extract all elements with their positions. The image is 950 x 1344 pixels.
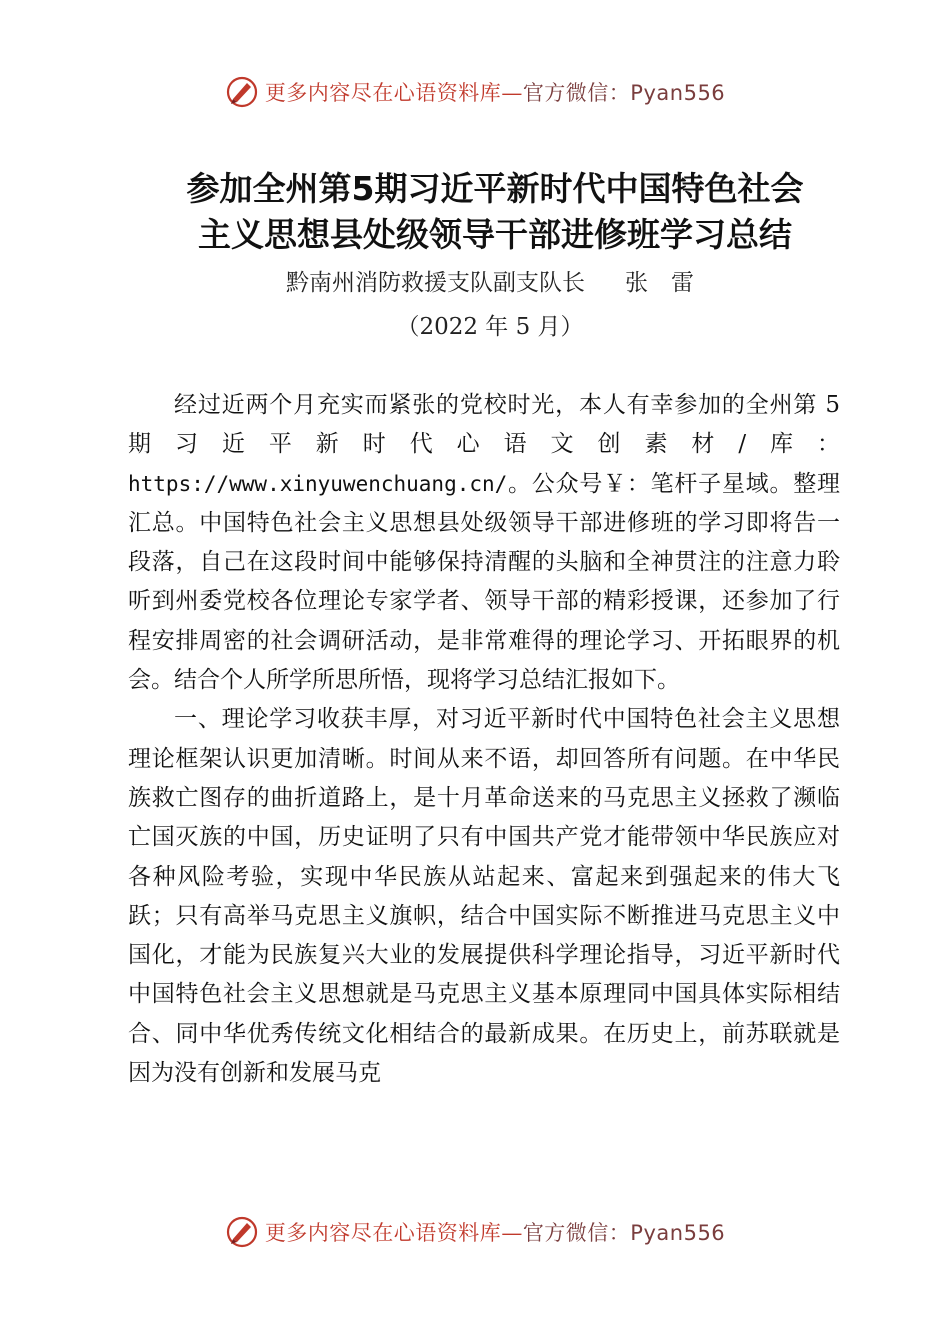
header-banner [0, 72, 950, 112]
author-line [160, 264, 820, 297]
footer-banner [0, 1212, 950, 1252]
pen-logo-icon [225, 1215, 259, 1249]
paragraph-2: 一、理论学习收获丰厚，对习近平新时代中国特色社会主义思想理论框架认识更加清晰。时间从来不语，却回答所有问题。在中华民族救亡图存的曲折道路上，是十月革命送来的马克思主义拯救了濒临亡国灭族的中国，历史证明了只有中国共产党才能带领中华民族应对各种风险考验，实现中华民族从站起来、富起来到强起来的伟大飞跃；只有高举马克思主义旗帜，结合中国实际不断推进马克思主义中国化，才能为民族复兴大业的发展提供科学理论指导，习近平新时代中国特色社会主义思想就是马克思主义基本原理同中国具体实际相结合、同中华优秀传统文化相结合的最新成果。在历史上，前苏联就是因为没有创新和发展马克 [128, 706, 840, 1087]
title-line-2: 主义思想县处级领导干部进修班学习总结 [198, 215, 792, 254]
source-url: https://www.xinyuwenchuang.cn/ [128, 471, 508, 496]
paragraph-1-main: 。公众号￥：笔杆子星域。整理汇总。中国特色社会主义思想县处级领导干部进修班的学习即将告一段落，自己在这段时间中能够保持清醒的头脑和全神贯注的注意力聆听到州委党校各位理论专家学者、领导干部的精彩授课，还参加了行程安排周密的社会调研活动，是非常难得的理论学习、开拓眼界的机会。结合个人所学所思所悟，现将学习总结汇报如下。 [128, 470, 840, 694]
pen-logo-icon [225, 75, 259, 109]
title-line-1: 参加全州第5期习近平新时代中国特色社会 [186, 169, 804, 208]
document-body [128, 386, 840, 1093]
banner-wechat: 官方微信：Pyan556 [522, 1221, 726, 1245]
banner-title: 更多内容尽在心语资料库 [264, 1221, 502, 1245]
banner-title: 更多内容尽在心语资料库 [264, 81, 502, 105]
author-name: 张 雷 [625, 270, 694, 296]
banner-dash: — [501, 1221, 523, 1245]
paragraph-1-intro: 经过近两个月充实而紧张的党校时光，本人有幸参加的全州第 5 期习近平新时代心语文创素材/库： [128, 392, 840, 458]
banner-dash: — [501, 81, 523, 105]
banner-wechat: 官方微信：Pyan556 [522, 81, 726, 105]
paragraph-1 [128, 386, 840, 700]
document-date: （2022 年 5 月） [396, 314, 584, 340]
document-title [120, 166, 870, 258]
author-position: 黔南州消防救援支队副支队长 [286, 270, 585, 296]
